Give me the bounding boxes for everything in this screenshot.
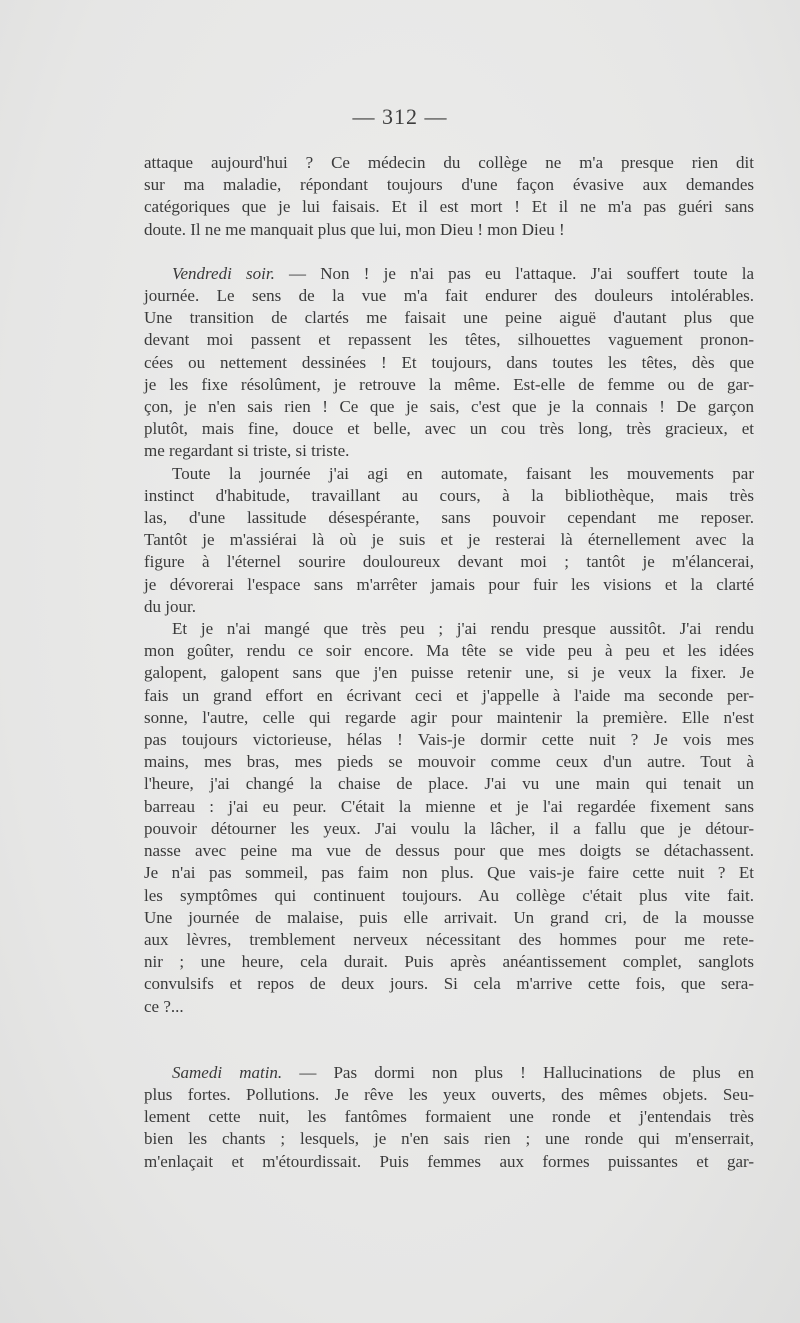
text-line: attaque aujourd'hui ? Ce médecin du collège ne m'a presque rien dit [144,153,754,172]
text-line: Une transition de clartés me faisait une peine aiguë d'autant plus que [144,308,754,328]
text-line: catégoriques que je lui faisais. Et il est mort ! Et il ne m'a pas guéri sans [144,197,754,217]
text-line: barreau : j'ai eu peur. C'était la mienne et je l'ai regardée fixement sans [144,796,754,816]
text-line: journée. Le sens de la vue m'a fait endurer des douleurs intolérables. [144,286,754,306]
text-line: m'enlaçait et m'étourdissait. Puis femmes aux formes puissantes et gar- [144,1151,754,1171]
text-line: fais un grand effort en écrivant ceci et j'appelle à l'aide ma seconde per- [144,685,754,705]
text-segment: — Pas dormi non plus ! Hallucinations de plus en [282,1062,754,1082]
paragraph-5 [144,1062,754,1173]
text-line: nasse avec peine ma vue de dessus pour que mes doigts se détachassent. [144,841,754,861]
entry-heading: Vendredi soir. [172,263,275,283]
text-line: Une journée de malaise, puis elle arrivait. Un grand cri, de la mousse [144,907,754,927]
text-line: je dévorerai l'espace sans m'arrêter jamais pour fuir les visions et la clarté [144,574,754,594]
text-line: mains, mes bras, mes pieds se mouvoir comme ceux d'un autre. Tout à [144,752,754,772]
text-line: doute. Il ne me manquait plus que lui, mon Dieu ! mon Dieu ! [144,219,565,239]
text-line: l'heure, j'ai changé la chaise de place. J'ai vu une main qui tenait un [144,774,754,794]
text-segment: — Non ! je n'ai pas eu l'attaque. J'ai souffert toute la [274,263,754,283]
paragraph-gap [144,1018,754,1062]
text-line: mon goûter, rendu ce soir encore. Ma tête se vide peu à peu et les idées [144,641,754,661]
paragraph-gap [144,241,754,263]
text-line: Je n'ai pas sommeil, pas faim non plus. Que vais-je faire cette nuit ? Et [144,863,754,883]
text-line: du jour. [144,596,196,616]
text-line [144,263,754,285]
text-line: sur ma maladie, répondant toujours d'une façon évasive aux demandes [144,175,754,195]
text-line: Toute la journée j'ai agi en automate, faisant les mouvements par [172,463,754,483]
text-line: me regardant si triste, si triste. [144,441,350,461]
entry-heading: Samedi matin. [172,1062,283,1082]
text-line: Et je n'ai mangé que très peu ; j'ai rendu presque aussitôt. J'ai rendu [172,619,754,639]
text-line: aux lèvres, tremblement nerveux nécessitant des hommes pour me rete- [144,929,754,949]
text-line: instinct d'habitude, travaillant au cours, à la bibliothèque, mais très [144,485,754,505]
text-line [144,1062,754,1084]
paragraph-3 [144,463,754,618]
text-line: pouvoir détourner les yeux. J'ai voulu la lâcher, il a fallu que je détour- [144,818,754,838]
text-line: las, d'une lassitude désespérante, sans pouvoir cependant me reposer. [144,508,754,528]
text-line: je les fixe résolûment, je retrouve la même. Est-elle de femme ou de gar- [144,374,754,394]
text-line: çon, je n'en sais rien ! Ce que je sais, c'est que je la connais ! De garçon [144,397,754,417]
text-line: Tantôt je m'assiérai là où je suis et je resterai là éternellement avec la [144,530,754,550]
page-number: — 312 — [352,104,448,129]
text-line: plutôt, mais fine, douce et belle, avec un cou très long, très gracieux, et [144,419,754,439]
text-line: pas toujours victorieuse, hélas ! Vais-je dormir cette nuit ? Je vois mes [144,730,754,750]
text-line: devant moi passent et repassent les têtes, silhouettes vaguement pronon- [144,330,754,350]
text-line: les symptômes qui continuent toujours. Au collège c'était plus vite fait. [144,885,754,905]
text-line: ce ?... [144,996,184,1016]
text-line: bien les chants ; lesquels, je n'en sais rien ; une ronde qui m'enserrait, [144,1129,754,1149]
text-line: galopent, galopent sans que j'en puisse retenir une, si je veux la fixer. Je [144,663,754,683]
text-line: plus fortes. Pollutions. Je rêve les yeux ouverts, des mêmes objets. Seu- [144,1084,754,1104]
text-line: figure à l'éternel sourire douloureux devant moi ; tantôt je m'élancerai, [144,552,754,572]
paragraph-2 [144,263,754,463]
paragraph-4 [144,618,754,1018]
body-text [144,152,754,1173]
text-line: cées ou nettement dessinées ! Et toujours, dans toutes les têtes, dès que [144,352,754,372]
paragraph-1 [144,152,754,241]
text-line: sonne, l'autre, celle qui regarde agir pour maintenir la première. Elle n'est [144,707,754,727]
text-line: lement cette nuit, les fantômes formaient une ronde et j'entendais très [144,1107,754,1127]
text-line: nir ; une heure, cela durait. Puis après anéantissement complet, sanglots [144,952,754,972]
text-line: convulsifs et repos de deux jours. Si cela m'arrive cette fois, que sera- [144,974,754,994]
